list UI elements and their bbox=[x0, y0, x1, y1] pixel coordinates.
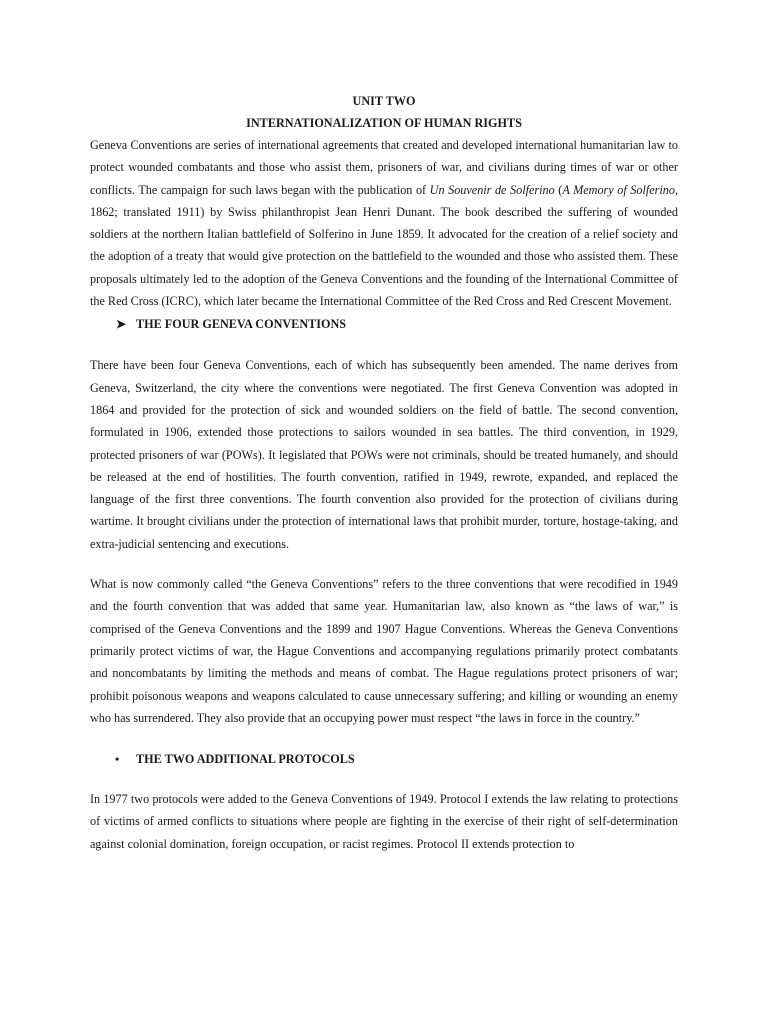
geneva-conventions-paragraph: What is now commonly called “the Geneva Conventions” refers to the three conventions that were recodified in 1949 and the fourth convention that was added that same year. Humanitarian law, also known as “the laws of war,” is comprised of the Geneva Conventions and the 1899 and 1907 Hague Conventions. Whereas the Geneva Conventions primarily protect victims of war, the Hague Conventions and accompanying regulations primarily protect combatants and noncombatants by limiting the methods and means of combat. The Hague regulations protect prisoners of war; prohibit poisonous weapons and weapons calculated to cause unnecessary suffering; and killing or wounding an enemy who has surrendered. They also provide that an occupying power must respect “the laws in force in the country.” bbox=[90, 577, 678, 725]
document-body bbox=[90, 90, 678, 855]
chapter-title: INTERNATIONALIZATION OF HUMAN RIGHTS bbox=[246, 116, 522, 130]
section-heading-text: THE TWO ADDITIONAL PROTOCOLS bbox=[136, 752, 355, 767]
section-heading-four-conventions bbox=[90, 313, 678, 335]
intro-text-part-1: Geneva Conventions are series of international agreements that created and developed international humanitarian law to protect wounded combatants and those who assist them, prisoners of war, and civilians during times of war or other conflicts. The campaign for such laws began with the publication of bbox=[90, 138, 678, 197]
unit-title: UNIT TWO bbox=[352, 94, 416, 108]
section-heading-text: THE FOUR GENEVA CONVENTIONS bbox=[136, 317, 347, 332]
four-conventions-paragraph: There have been four Geneva Conventions, each of which has subsequently been amended. The name derives from Geneva, Switzerland, the city where the conventions were negotiated. The first Geneva Convention was adopted in 1864 and provided for the protection of sick and wounded soldiers on the field of battle. The second convention, formulated in 1906, extended those protections to sailors wounded in sea battles. The third convention, in 1929, protected prisoners of war (POWs). It legislated that POWs were not criminals, should be treated humanely, and should be released at the end of hostilities. The fourth convention, ratified in 1949, rewrote, expanded, and replaced the language of the first three conventions. The fourth convention also provided for the protection of civilians during wartime. It brought civilians under the protection of international laws that prohibit murder, torture, hostage-taking, and extra-judicial sentencing and executions. bbox=[90, 358, 678, 551]
book-english-title: A Memory of Solferino bbox=[562, 182, 675, 197]
intro-paragraph bbox=[90, 134, 678, 312]
intro-text-part-2: ( bbox=[554, 182, 563, 197]
intro-text-part-3: , 1862; translated 1911) by Swiss philanthropist Jean Henri Dunant. The book described the suffering of wounded soldiers at the northern Italian battlefield of Solferino in June 1859. It advocated for the creation of a relief society and the adoption of a treaty that would give protection on the battlefield to the wounded and those who assisted them. These proposals ultimately led to the adoption of the Geneva Conventions and the founding of the International Committee of the Red Cross (ICRC), which later became the International Committee of the Red Cross and Red Crescent Movement. bbox=[90, 182, 678, 309]
arrow-bullet-icon: ➤ bbox=[116, 317, 127, 332]
book-title: Un Souvenir de Solferino bbox=[429, 182, 555, 197]
dot-bullet-icon: • bbox=[115, 752, 120, 767]
section-heading-additional-protocols bbox=[90, 748, 678, 770]
protocols-paragraph: In 1977 two protocols were added to the Geneva Conventions of 1949. Protocol I extends the law relating to protections of victims of armed conflicts to situations where people are fighting in the exercise of their right of self-determination against colonial domination, foreign occupation, or racist regimes. Protocol II extends protection to bbox=[90, 792, 678, 851]
